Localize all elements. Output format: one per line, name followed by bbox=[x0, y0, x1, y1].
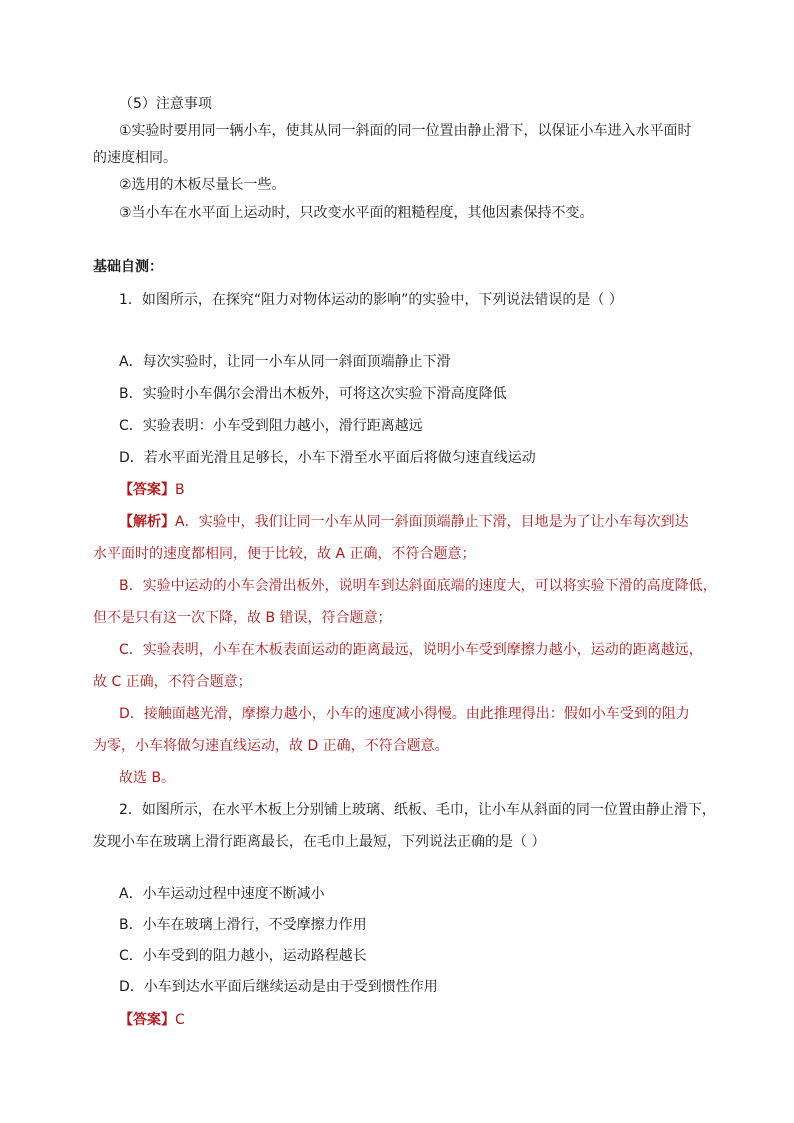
self-test-heading: 基础自测： bbox=[93, 259, 163, 275]
q1-analysis-d-line-2: 为零，小车将做匀速直线运动，故 D 正确，不符合题意。 bbox=[93, 738, 449, 754]
q1-conclusion: 故选 B。 bbox=[119, 770, 176, 786]
notes-item-1-line-2: 的速度相同。 bbox=[93, 150, 177, 166]
q1-analysis-a-text: A．实验中，我们让同一小车从同一斜面顶端静止下滑，目地是为了让小车每次到达 bbox=[175, 514, 689, 530]
q1-answer-value: B bbox=[175, 482, 185, 498]
q1-option-b: B．实验时小车偶尔会滑出木板外，可将这次实验下滑高度降低 bbox=[119, 386, 507, 402]
q1-analysis-d-line-1: D．接触面越光滑，摩擦力越小，小车的速度减小得慢。由此推理得出：假如小车受到的阻力 bbox=[119, 706, 690, 722]
notes-item-1-line-1: ①实验时要用同一辆小车，使其从同一斜面的同一位置由静止滑下，以保证小车进入水平面时 bbox=[119, 123, 692, 139]
q1-option-c: C．实验表明：小车受到阻力越小，滑行距离越远 bbox=[119, 418, 423, 434]
q1-analysis-b-line-1: B．实验中运动的小车会滑出板外，说明车到达斜面底端的速度大，可以将实验下滑的高度降低， bbox=[119, 578, 717, 594]
q2-option-c: C．小车受到的阻力越小，运动路程越长 bbox=[119, 948, 367, 964]
q1-analysis-c-line-1: C．实验表明，小车在木板表面运动的距离最远，说明小车受到摩擦力越小，运动的距离越远， bbox=[119, 642, 703, 658]
notes-item-3: ③当小车在水平面上运动时，只改变水平面的粗糙程度，其他因素保持不变。 bbox=[119, 205, 594, 221]
q2-answer-label: 【答案】 bbox=[119, 1012, 175, 1028]
q1-option-a: A．每次实验时，让同一小车从同一斜面顶端静止下滑 bbox=[119, 354, 451, 370]
q1-analysis-c-line-2: 故 C 正确，不符合题意； bbox=[93, 674, 252, 690]
notes-heading: （5）注意事项 bbox=[119, 96, 212, 112]
q2-option-a: A．小车运动过程中速度不断减小 bbox=[119, 886, 325, 902]
q2-option-d: D．小车到达水平面后继续运动是由于受到惯性作用 bbox=[119, 979, 438, 995]
q1-analysis-b-line-2: 但不是只有这一次下降，故 B 错误，符合题意； bbox=[93, 610, 392, 626]
q2-stem-line-2: 发现小车在玻璃上滑行距离最长，在毛巾上最短，下列说法正确的是（ ） bbox=[93, 834, 546, 850]
q1-option-d: D．若水平面光滑且足够长，小车下滑至水平面后将做匀速直线运动 bbox=[119, 450, 536, 466]
q1-stem: 1．如图所示，在探究“阻力对物体运动的影响”的实验中，下列说法错误的是（ ） bbox=[119, 292, 623, 308]
q2-option-b: B．小车在玻璃上滑行，不受摩擦力作用 bbox=[119, 917, 367, 933]
q2-answer-value: C bbox=[175, 1012, 185, 1028]
q1-answer-label: 【答案】 bbox=[119, 482, 175, 498]
q2-answer bbox=[119, 1010, 185, 1030]
q2-stem-line-1: 2．如图所示，在水平木板上分别铺上玻璃、纸板、毛巾，让小车从斜面的同一位置由静止滑下， bbox=[119, 802, 716, 818]
q1-analysis-a-line-1 bbox=[119, 512, 689, 532]
q1-answer bbox=[119, 480, 185, 500]
q1-analysis-a-line-2: 水平面时的速度都相同，便于比较，故 A 正确，不符合题意； bbox=[93, 546, 476, 562]
notes-item-2: ②选用的木板尽量长一些。 bbox=[119, 177, 286, 193]
q1-analysis-label: 【解析】 bbox=[119, 514, 175, 530]
